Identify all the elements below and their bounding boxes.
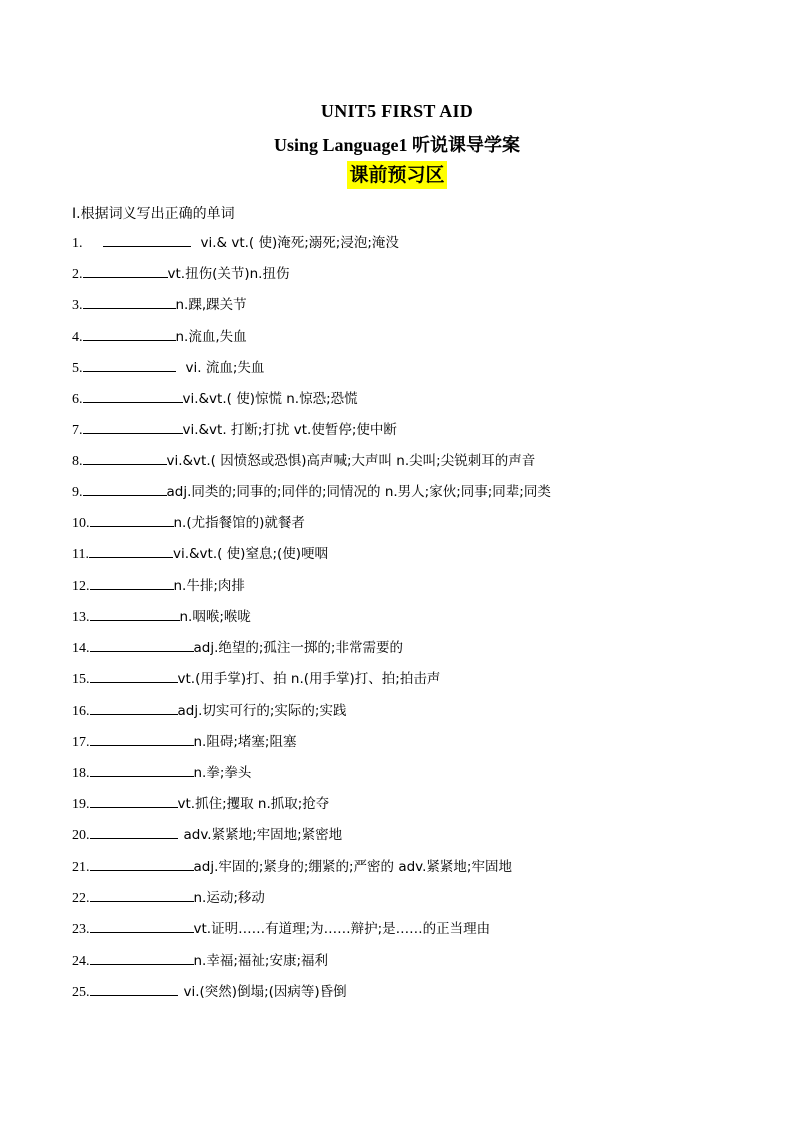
item-number: 1. (72, 236, 83, 251)
item-definition: n.(尤指餐馆的)就餐者 (173, 515, 305, 531)
vocab-item (72, 450, 535, 472)
item-number: 9. (72, 485, 83, 500)
item-definition: vt.证明……有道理;为……辩护;是……的正当理由 (193, 921, 491, 937)
vocab-item (72, 637, 403, 659)
item-definition: n.拳;拳头 (193, 765, 252, 781)
answer-blank[interactable] (90, 512, 174, 527)
item-number: 7. (72, 423, 83, 438)
item-number: 20. (72, 828, 90, 843)
item-number: 22. (72, 891, 90, 906)
vocab-item (72, 762, 251, 784)
item-definition: vi.&vt.( 因愤怒或恐惧)高声喊;大声叫 n.尖叫;尖锐刺耳的声音 (166, 453, 536, 469)
answer-blank[interactable] (90, 793, 178, 808)
vocab-item (72, 357, 264, 379)
answer-blank[interactable] (90, 575, 174, 590)
vocab-item (72, 793, 329, 815)
vocab-item (72, 606, 251, 628)
item-number: 17. (72, 735, 90, 750)
vocab-item (72, 575, 245, 597)
item-number: 6. (72, 392, 83, 407)
vocab-item (72, 856, 512, 878)
vocab-item (72, 668, 440, 690)
item-number: 14. (72, 641, 90, 656)
item-definition: adj.绝望的;孤注一掷的;非常需要的 (193, 640, 403, 656)
answer-blank[interactable] (83, 263, 168, 278)
item-definition: vi. 流血;失血 (185, 360, 265, 376)
vocab-item (72, 887, 265, 909)
answer-blank[interactable] (83, 419, 183, 434)
item-definition: n.踝,踝关节 (175, 297, 247, 313)
item-definition: vi.(突然)倒塌;(因病等)昏倒 (183, 984, 347, 1000)
item-number: 11. (72, 547, 89, 562)
answer-blank[interactable] (89, 543, 173, 558)
vocab-item (72, 481, 551, 503)
item-definition: vt.抓住;攫取 n.抓取;抢夺 (177, 796, 330, 812)
vocab-item (72, 731, 296, 753)
answer-blank[interactable] (90, 981, 178, 996)
unit-title: UNIT5 FIRST AID (320, 101, 474, 121)
vocab-item (72, 950, 328, 972)
answer-blank[interactable] (90, 762, 194, 777)
answer-blank[interactable] (90, 700, 178, 715)
section-heading: I.根据词义写出正确的单词 (72, 206, 235, 222)
answer-blank[interactable] (90, 606, 180, 621)
item-definition: adv.紧紧地;牢固地;紧密地 (183, 827, 343, 843)
item-number: 4. (72, 330, 83, 345)
vocab-item (72, 543, 328, 565)
item-definition: n.阻碍;堵塞;阻塞 (193, 734, 297, 750)
item-definition: n.幸福;福祉;安康;福利 (193, 953, 328, 969)
answer-blank[interactable] (103, 232, 191, 247)
item-definition: adj.同类的;同事的;同伴的;同情况的 n.男人;家伙;同事;同辈;同类 (166, 484, 551, 500)
vocab-item (72, 918, 490, 940)
answer-blank[interactable] (83, 357, 176, 372)
item-definition: n.流血,失血 (175, 329, 247, 345)
item-definition: vi.& vt.( 使)淹死;溺死;浸泡;淹没 (200, 235, 399, 251)
item-number: 15. (72, 672, 90, 687)
answer-blank[interactable] (83, 450, 167, 465)
vocab-item (72, 824, 342, 846)
answer-blank[interactable] (83, 326, 176, 341)
item-number: 21. (72, 860, 90, 875)
preview-banner: 课前预习区 (347, 161, 446, 189)
lesson-subtitle: Using Language1 听说课导学案 (273, 135, 521, 155)
item-number: 3. (72, 298, 83, 313)
item-definition: n.运动;移动 (193, 890, 265, 906)
item-definition: vi.&vt. 打断;打扰 vt.使暂停;使中断 (182, 422, 397, 438)
vocab-item (72, 326, 247, 348)
item-definition: adj.切实可行的;实际的;实践 (177, 703, 347, 719)
answer-blank[interactable] (90, 856, 194, 871)
vocab-item (72, 232, 399, 254)
item-number: 24. (72, 954, 90, 969)
item-number: 23. (72, 922, 90, 937)
vocab-item (72, 419, 397, 441)
item-number: 13. (72, 610, 90, 625)
banner-wrap (0, 161, 794, 189)
answer-blank[interactable] (83, 388, 183, 403)
vocab-item (72, 981, 347, 1003)
item-definition: vt.扭伤(关节)n.扭伤 (167, 266, 290, 282)
item-definition: n.咽喉;喉咙 (179, 609, 251, 625)
answer-blank[interactable] (90, 824, 178, 839)
item-number: 5. (72, 361, 83, 376)
vocab-item (72, 700, 346, 722)
answer-blank[interactable] (83, 481, 167, 496)
answer-blank[interactable] (83, 294, 176, 309)
item-number: 8. (72, 454, 83, 469)
answer-blank[interactable] (90, 950, 194, 965)
answer-blank[interactable] (90, 637, 194, 652)
answer-blank[interactable] (90, 918, 194, 933)
answer-blank[interactable] (90, 887, 194, 902)
item-definition: adj.牢固的;紧身的;绷紧的;严密的 adv.紧紧地;牢固地 (193, 859, 512, 875)
item-definition: vt.(用手掌)打、拍 n.(用手掌)打、拍;拍击声 (177, 671, 441, 687)
item-number: 2. (72, 267, 83, 282)
vocab-item (72, 294, 247, 316)
item-number: 10. (72, 516, 90, 531)
vocab-item (72, 512, 305, 534)
item-number: 16. (72, 704, 90, 719)
item-number: 12. (72, 579, 90, 594)
answer-blank[interactable] (90, 668, 178, 683)
vocab-item (72, 263, 289, 285)
answer-blank[interactable] (90, 731, 194, 746)
item-number: 19. (72, 797, 90, 812)
item-definition: vi.&vt.( 使)惊慌 n.惊恐;恐慌 (182, 391, 358, 407)
item-number: 25. (72, 985, 90, 1000)
vocab-item (72, 388, 358, 410)
item-definition: vi.&vt.( 使)窒息;(使)哽咽 (172, 546, 329, 562)
item-definition: n.牛排;肉排 (173, 578, 245, 594)
item-number: 18. (72, 766, 90, 781)
